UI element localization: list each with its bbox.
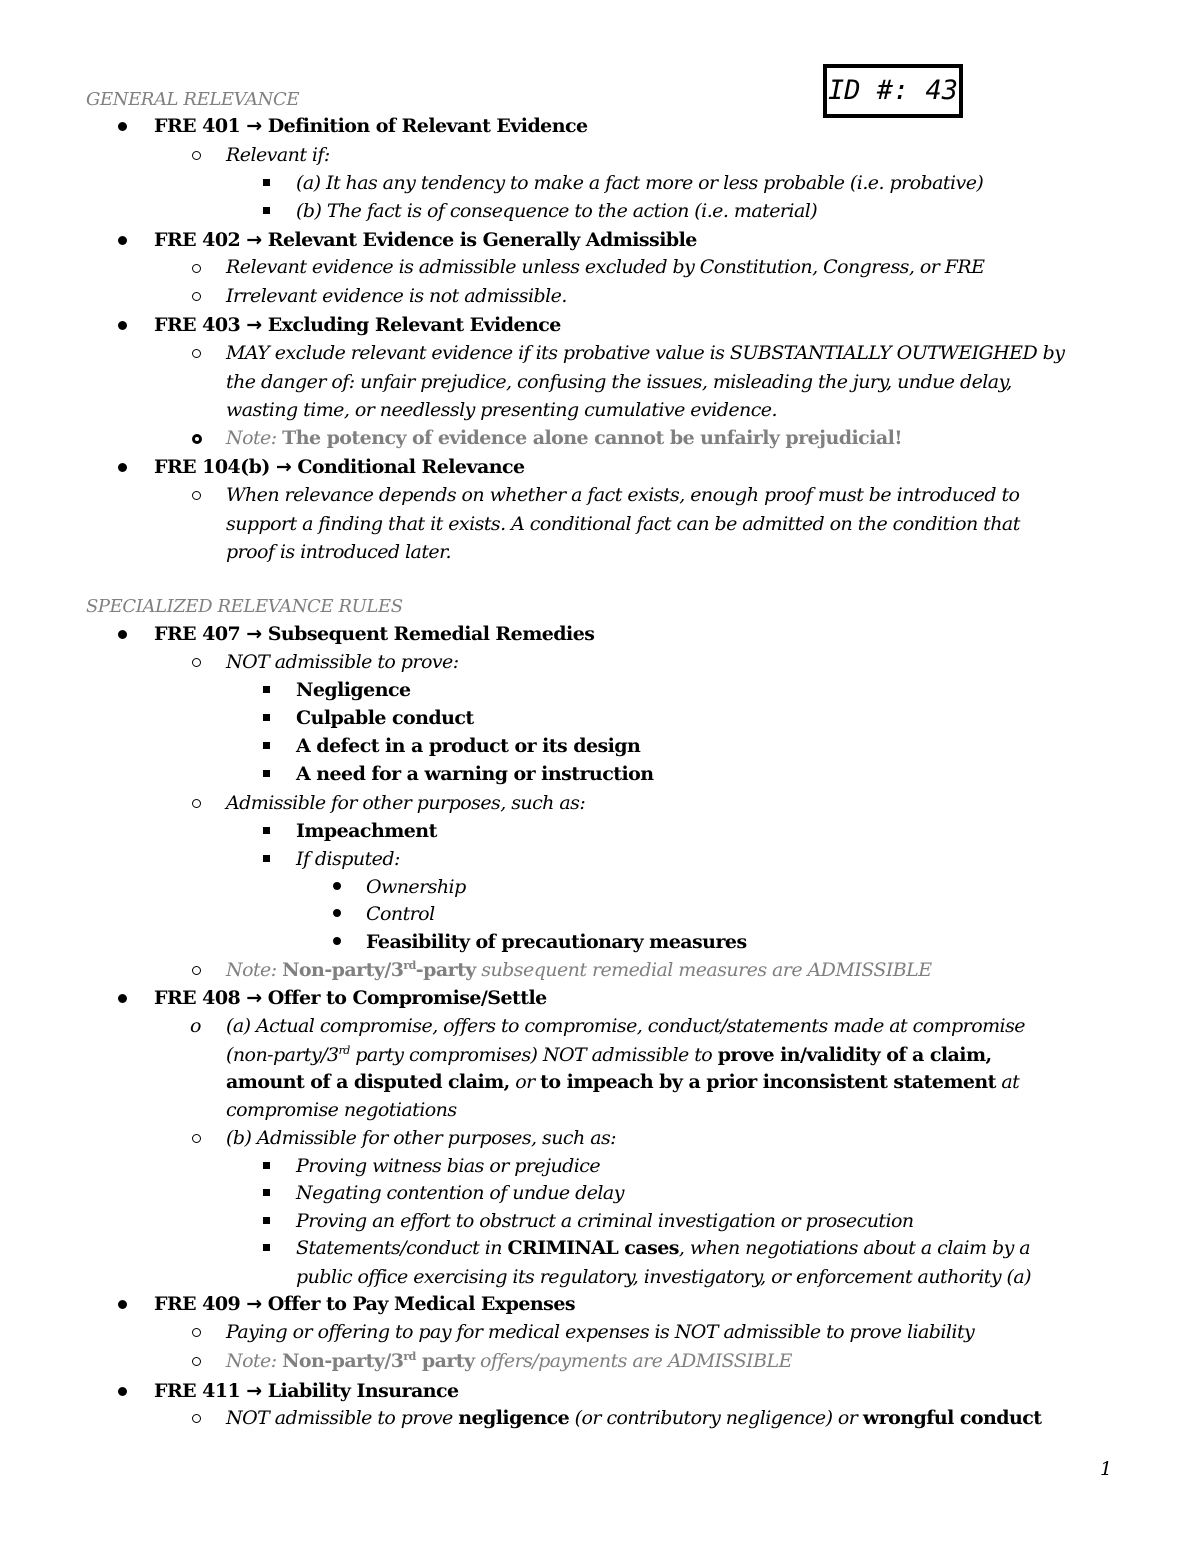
arrow-icon: → (246, 115, 262, 137)
square-bullet-icon (263, 855, 270, 862)
rule-heading-407: FRE 407 → Subsequent Remedial Remedies (154, 623, 595, 645)
list-item: Relevant evidence is admissible unless excluded by Constitution, Congress, or FRE (226, 256, 985, 278)
id-box: ID #: 43 (823, 64, 963, 118)
note-403: Note: The potency of evidence alone cannot be unfairly prejudicial! (226, 427, 903, 449)
list-item: Negating contention of undue delay (296, 1182, 624, 1204)
list-item: NOT admissible to prove: (226, 651, 459, 673)
circle-bullet-icon (192, 658, 201, 667)
list-item: Ownership (366, 876, 466, 898)
list-item: NOT admissible to prove negligence (or contributory negligence) or wrongful conduct (226, 1407, 1042, 1429)
list-item: (b) Admissible for other purposes, such as: (226, 1127, 617, 1149)
bullet-icon (118, 463, 127, 472)
arrow-icon: → (246, 1380, 262, 1402)
square-bullet-icon (263, 1162, 270, 1169)
list-item: Impeachment (296, 820, 437, 842)
list-item-continued: support a finding that it exists. A conditional fact can be admitted on the condition that (226, 513, 1020, 535)
list-item: If disputed: (296, 848, 400, 870)
list-item: Negligence (296, 679, 411, 701)
square-bullet-icon (263, 1217, 270, 1224)
circle-bullet-icon (192, 349, 201, 358)
bullet-icon (118, 1300, 127, 1309)
list-item: Admissible for other purposes, such as: (226, 792, 586, 814)
circle-bullet-icon (192, 292, 201, 301)
list-item: Statements/conduct in CRIMINAL cases, when negotiations about a claim by a (296, 1237, 1031, 1259)
square-bullet-icon (263, 770, 270, 777)
square-bullet-icon (263, 179, 270, 186)
bullet-icon (333, 937, 341, 945)
bullet-icon (118, 236, 127, 245)
bullet-icon (333, 909, 341, 917)
arrow-icon: → (246, 987, 262, 1009)
list-item-continued: proof is introduced later. (226, 541, 452, 563)
bullet-icon (118, 994, 127, 1003)
list-item-continued: wasting time, or needlessly presenting cumulative evidence. (226, 399, 777, 421)
page-number: 1 (1100, 1458, 1113, 1480)
note-407: Note: Non-party/3rd-party subsequent remedial measures are ADMISSIBLE (226, 959, 932, 981)
square-bullet-icon (263, 1244, 270, 1251)
list-item: MAY exclude relevant evidence if its probative value is SUBSTANTIALLY OUTWEIGHED by (226, 342, 1065, 364)
section-heading-general: GENERAL RELEVANCE (86, 89, 300, 110)
arrow-icon: → (275, 456, 292, 478)
circle-bullet-icon (192, 799, 201, 808)
circle-bullet-icon (192, 966, 201, 975)
list-item: Proving witness bias or prejudice (296, 1155, 601, 1177)
list-item: A defect in a product or its design (296, 735, 641, 757)
list-item: Irrelevant evidence is not admissible. (226, 285, 567, 307)
circle-bullet-icon (192, 264, 201, 273)
rule-heading-401: FRE 401 → Definition of Relevant Evidence (154, 115, 588, 137)
bullet-icon (118, 321, 127, 330)
rule-heading-408: FRE 408 → Offer to Compromise/Settle (154, 987, 547, 1009)
bullet-icon (118, 122, 127, 131)
circle-bullet-icon (192, 1134, 201, 1143)
circle-bullet-icon: o (190, 1015, 202, 1037)
list-item: When relevance depends on whether a fact exists, enough proof must be introduced to (226, 484, 1020, 506)
list-item: Relevant if: (226, 144, 330, 166)
square-bullet-icon (263, 742, 270, 749)
list-item: Proving an effort to obstruct a criminal investigation or prosecution (296, 1210, 914, 1232)
list-item: (a) It has any tendency to make a fact more or less probable (i.e. probative) (296, 172, 984, 194)
list-item-continued: the danger of: unfair prejudice, confusing the issues, misleading the jury, undue delay, (226, 371, 1012, 393)
square-bullet-icon (263, 827, 270, 834)
list-item: (b) The fact is of consequence to the action (i.e. material) (296, 200, 818, 222)
bullet-icon (118, 630, 127, 639)
square-bullet-icon (263, 714, 270, 721)
circle-bullet-icon (192, 1328, 201, 1337)
list-item: Culpable conduct (296, 707, 474, 729)
rule-heading-403: FRE 403 → Excluding Relevant Evidence (154, 314, 561, 336)
circle-bullet-icon (192, 434, 202, 444)
rule-heading-104b: FRE 104(b) → Conditional Relevance (154, 456, 525, 478)
arrow-icon: → (246, 314, 262, 336)
rule-heading-411: FRE 411 → Liability Insurance (154, 1380, 459, 1402)
square-bullet-icon (263, 207, 270, 214)
list-item: Paying or offering to pay for medical expenses is NOT admissible to prove liability (226, 1321, 975, 1343)
list-item: Control (366, 903, 435, 925)
bullet-icon (333, 882, 341, 890)
arrow-icon: → (246, 623, 262, 645)
note-409: Note: Non-party/3rd party offers/payments are ADMISSIBLE (226, 1350, 792, 1372)
list-item-continued: compromise negotiations (226, 1099, 457, 1121)
list-item-continued: (non-party/3rd party compromises) NOT admissible to prove in/validity of a claim, (226, 1044, 992, 1066)
list-item: Feasibility of precautionary measures (366, 931, 747, 953)
rule-heading-409: FRE 409 → Offer to Pay Medical Expenses (154, 1293, 576, 1315)
list-item: A need for a warning or instruction (296, 763, 654, 785)
rule-heading-402: FRE 402 → Relevant Evidence is Generally Admissible (154, 229, 697, 251)
arrow-icon: → (246, 1293, 262, 1315)
circle-bullet-icon (192, 1414, 201, 1423)
circle-bullet-icon (192, 491, 201, 500)
bullet-icon (118, 1387, 127, 1396)
section-heading-specialized: SPECIALIZED RELEVANCE RULES (86, 596, 403, 617)
circle-bullet-icon (192, 151, 201, 160)
circle-bullet-icon (192, 1357, 201, 1366)
list-item-continued: amount of a disputed claim, or to impeach by a prior inconsistent statement at (226, 1071, 1020, 1093)
square-bullet-icon (263, 686, 270, 693)
list-item: (a) Actual compromise, offers to compromise, conduct/statements made at compromise (226, 1015, 1025, 1037)
arrow-icon: → (246, 229, 262, 251)
list-item-continued: public office exercising its regulatory, investigatory, or enforcement authority (a) (296, 1266, 1031, 1288)
square-bullet-icon (263, 1189, 270, 1196)
